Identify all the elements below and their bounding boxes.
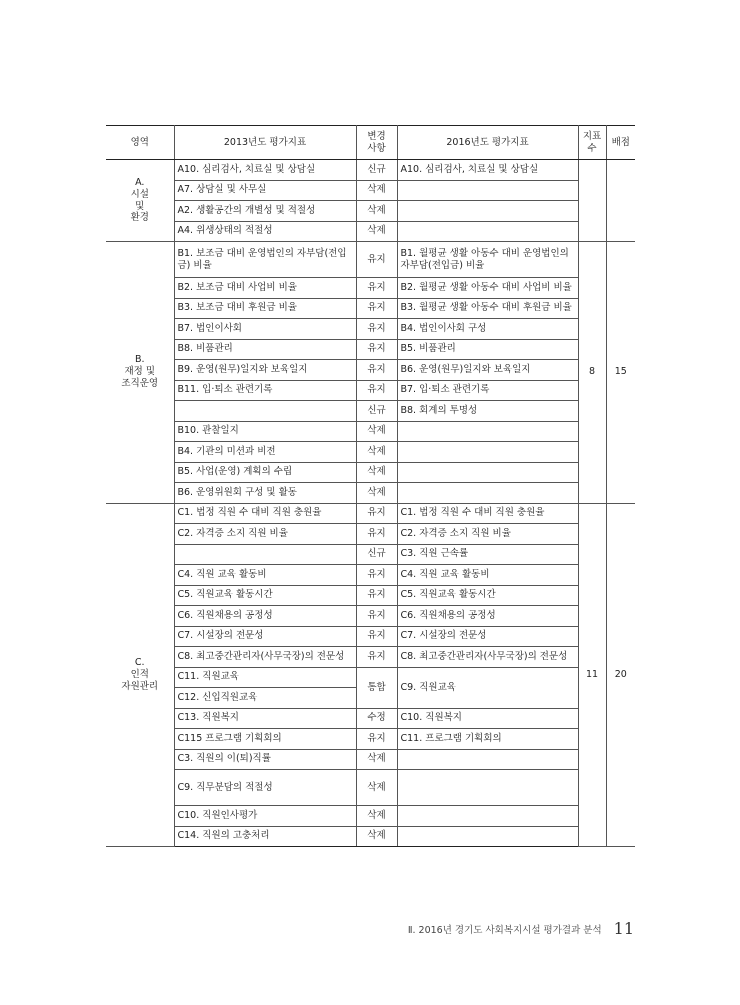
header-2016-indicator: 2016년도 평가지표	[397, 126, 578, 160]
indicator-2016	[397, 221, 578, 242]
header-change	[356, 126, 397, 160]
indicator-2013: B6. 운영위원회 구성 및 활동	[174, 483, 356, 504]
change-status: 신규	[356, 544, 397, 565]
table-row	[106, 503, 635, 524]
indicator-2013: C9. 직무분담의 적절성	[174, 770, 356, 806]
change-status: 유지	[356, 278, 397, 299]
indicator-2013: C8. 최고중간관리자(사무국장)의 전문성	[174, 647, 356, 668]
indicator-2013: C11. 직원교육	[174, 667, 356, 688]
header-area: 영역	[106, 126, 174, 160]
table-row	[106, 667, 635, 688]
indicator-2016	[397, 180, 578, 201]
indicator-2016: B1. 월평균 생활 아동수 대비 운영법인의 자부담(전입금) 비율	[397, 242, 578, 278]
change-status: 삭제	[356, 749, 397, 770]
change-status: 삭제	[356, 483, 397, 504]
indicator-2016: C11. 프로그램 기획회의	[397, 729, 578, 750]
header-count-text: 지표 수	[582, 130, 602, 154]
change-status: 신규	[356, 401, 397, 422]
indicator-2016	[397, 201, 578, 222]
table-row	[106, 483, 635, 504]
table-row	[106, 221, 635, 242]
indicator-2016	[397, 462, 578, 483]
table-row	[106, 442, 635, 463]
table-row	[106, 729, 635, 750]
indicator-2013: B4. 기관의 미션과 비전	[174, 442, 356, 463]
footer-text: Ⅱ. 2016년 경기도 사회복지시설 평가결과 분석	[407, 924, 602, 936]
change-status: 유지	[356, 339, 397, 360]
indicator-table	[106, 125, 635, 847]
indicator-2013: B2. 보조금 대비 사업비 비율	[174, 278, 356, 299]
indicator-2016	[397, 421, 578, 442]
indicator-2016: B3. 월평균 생활 아동수 대비 후원금 비율	[397, 298, 578, 319]
indicator-2013: C13. 직원복지	[174, 708, 356, 729]
header-count	[578, 126, 606, 160]
indicator-2016: B2. 월평균 생활 아동수 대비 사업비 비율	[397, 278, 578, 299]
indicator-2013: C10. 직원인사평가	[174, 806, 356, 827]
change-status: 삭제	[356, 770, 397, 806]
indicator-2016	[397, 442, 578, 463]
indicator-2013: C7. 시설장의 전문성	[174, 626, 356, 647]
indicator-2013: B10. 관찰일지	[174, 421, 356, 442]
table-row	[106, 339, 635, 360]
table-row	[106, 770, 635, 806]
indicator-2013: B7. 법인이사회	[174, 319, 356, 340]
indicator-2013: A4. 위생상태의 적절성	[174, 221, 356, 242]
table-row	[106, 826, 635, 847]
indicator-2013: B3. 보조금 대비 후원금 비율	[174, 298, 356, 319]
change-status: 유지	[356, 298, 397, 319]
indicator-2016: C8. 최고중간관리자(사무국장)의 전문성	[397, 647, 578, 668]
header-2013-indicator: 2013년도 평가지표	[174, 126, 356, 160]
indicator-2016: C7. 시설장의 전문성	[397, 626, 578, 647]
indicator-2016: C3. 직원 근속률	[397, 544, 578, 565]
change-status: 수정	[356, 708, 397, 729]
indicator-count	[578, 160, 606, 242]
indicator-2013: C6. 직원채용의 공정성	[174, 606, 356, 627]
change-status: 삭제	[356, 201, 397, 222]
change-status: 삭제	[356, 806, 397, 827]
indicator-2016: C2. 자격증 소지 직원 비율	[397, 524, 578, 545]
table-row	[106, 319, 635, 340]
page-number: 11	[613, 919, 634, 938]
change-status: 유지	[356, 585, 397, 606]
table-row	[106, 565, 635, 586]
indicator-2016	[397, 806, 578, 827]
table-row	[106, 606, 635, 627]
indicator-2013: C4. 직원 교육 활동비	[174, 565, 356, 586]
area-label: C. 인적 자원관리	[121, 656, 159, 692]
change-status: 유지	[356, 565, 397, 586]
area-cell	[106, 242, 174, 504]
change-status: 유지	[356, 626, 397, 647]
indicator-2013: C115 프로그램 기획회의	[174, 729, 356, 750]
change-status: 삭제	[356, 462, 397, 483]
indicator-2013: A2. 생활공간의 개별성 및 적절성	[174, 201, 356, 222]
evaluation-indicator-table	[106, 125, 635, 847]
table-row	[106, 278, 635, 299]
indicator-2013: B11. 입·퇴소 관련기록	[174, 380, 356, 401]
indicator-2013: B5. 사업(운영) 계획의 수립	[174, 462, 356, 483]
change-status: 통합	[356, 667, 397, 708]
table-body	[106, 160, 635, 847]
table-row	[106, 360, 635, 381]
indicator-2013: B9. 운영(원무)일지와 보육일지	[174, 360, 356, 381]
change-status: 유지	[356, 360, 397, 381]
table-row	[106, 708, 635, 729]
indicator-2016: B6. 운영(원무)일지와 보육일지	[397, 360, 578, 381]
indicator-2016: B8. 회계의 투명성	[397, 401, 578, 422]
change-status: 신규	[356, 160, 397, 181]
table-row	[106, 401, 635, 422]
change-status: 유지	[356, 729, 397, 750]
table-row	[106, 180, 635, 201]
table-row	[106, 160, 635, 181]
indicator-2016	[397, 483, 578, 504]
indicator-2013: A7. 상담실 및 사무실	[174, 180, 356, 201]
table-row	[106, 524, 635, 545]
change-status: 유지	[356, 647, 397, 668]
indicator-2013: C12. 신입직원교육	[174, 688, 356, 709]
header-change-text: 변경 사항	[367, 130, 386, 154]
table-row	[106, 585, 635, 606]
indicator-2016	[397, 826, 578, 847]
table-row	[106, 544, 635, 565]
change-status: 유지	[356, 503, 397, 524]
change-status: 삭제	[356, 826, 397, 847]
indicator-2016: C6. 직원채용의 공정성	[397, 606, 578, 627]
indicator-2016: C9. 직원교육	[397, 667, 578, 708]
change-status: 유지	[356, 319, 397, 340]
table-row	[106, 647, 635, 668]
area-label: A. 시설 및 환경	[130, 176, 149, 224]
indicator-2016: C10. 직원복지	[397, 708, 578, 729]
change-status: 삭제	[356, 221, 397, 242]
table-row	[106, 626, 635, 647]
indicator-count: 8	[578, 242, 606, 504]
indicator-2016: C5. 직원교육 활동시간	[397, 585, 578, 606]
table-row	[106, 421, 635, 442]
header-score: 배점	[606, 126, 635, 160]
score-value: 20	[606, 503, 635, 847]
indicator-2016	[397, 770, 578, 806]
indicator-2013: B1. 보조금 대비 운영법인의 자부담(전입금) 비율	[174, 242, 356, 278]
area-label: B. 재정 및 조직운영	[121, 354, 159, 390]
table-row	[106, 462, 635, 483]
indicator-2013: B8. 비품관리	[174, 339, 356, 360]
indicator-2013: C14. 직원의 고충처리	[174, 826, 356, 847]
page-footer	[408, 919, 634, 938]
change-status: 삭제	[356, 180, 397, 201]
table-row	[106, 806, 635, 827]
indicator-2013: C1. 법정 직원 수 대비 직원 충원율	[174, 503, 356, 524]
change-status: 삭제	[356, 421, 397, 442]
indicator-2016	[397, 749, 578, 770]
table-row	[106, 298, 635, 319]
indicator-2013: C2. 자격증 소지 직원 비율	[174, 524, 356, 545]
indicator-2013: A10. 심리검사, 치료실 및 상담실	[174, 160, 356, 181]
table-row	[106, 749, 635, 770]
indicator-2016: B4. 법인이사회 구성	[397, 319, 578, 340]
change-status: 삭제	[356, 442, 397, 463]
indicator-2013	[174, 544, 356, 565]
score-value: 15	[606, 242, 635, 504]
indicator-2016: C1. 법정 직원 수 대비 직원 충원율	[397, 503, 578, 524]
table-row	[106, 242, 635, 278]
table-header-row	[106, 126, 635, 160]
indicator-2013	[174, 401, 356, 422]
indicator-2016: B5. 비품관리	[397, 339, 578, 360]
indicator-2013: C3. 직원의 이(퇴)직률	[174, 749, 356, 770]
change-status: 유지	[356, 242, 397, 278]
indicator-2016: B7. 입·퇴소 관련기록	[397, 380, 578, 401]
score-value	[606, 160, 635, 242]
change-status: 유지	[356, 524, 397, 545]
indicator-2013: C5. 직원교육 활동시간	[174, 585, 356, 606]
indicator-count: 11	[578, 503, 606, 847]
indicator-2016: C4. 직원 교육 활동비	[397, 565, 578, 586]
change-status: 유지	[356, 606, 397, 627]
area-cell	[106, 503, 174, 847]
area-cell	[106, 160, 174, 242]
indicator-2016: A10. 심리검사, 치료실 및 상담실	[397, 160, 578, 181]
table-row	[106, 201, 635, 222]
table-row	[106, 380, 635, 401]
change-status: 유지	[356, 380, 397, 401]
